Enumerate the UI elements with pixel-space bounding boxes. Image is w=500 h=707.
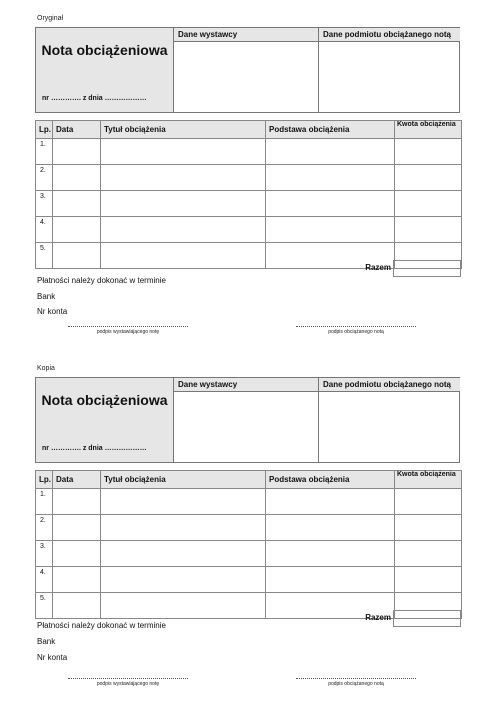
basis-cell[interactable] [266,191,395,217]
row-number: 1. [36,139,53,165]
amount-cell[interactable] [395,489,462,515]
amount-cell[interactable] [395,541,462,567]
issuer-box [174,28,319,112]
title-cell[interactable] [101,567,266,593]
basis-cell[interactable] [266,165,395,191]
row-number: 5. [36,243,53,269]
payment-term: Płatności należy dokonać w terminie [37,621,166,630]
charges-table [35,120,462,269]
header-box [35,377,460,463]
date-cell[interactable] [53,139,101,165]
charges-table [35,470,462,619]
column-lp: Lp. [36,121,53,139]
signature-label: podpis obciążanego notą [328,329,384,335]
total-row [35,260,461,276]
row-number: 2. [36,165,53,191]
date-cell[interactable] [53,515,101,541]
table-row [36,489,462,515]
basis-cell[interactable] [266,489,395,515]
total-field[interactable] [393,260,461,277]
column-lp: Lp. [36,471,53,489]
total-label: Razem [365,263,391,272]
debtor-box [319,378,460,462]
amount-cell[interactable] [395,567,462,593]
table-row [36,515,462,541]
row-number: 4. [36,567,53,593]
total-field[interactable] [393,610,461,627]
header-box [35,27,460,113]
date-cell[interactable] [53,541,101,567]
row-number: 2. [36,515,53,541]
table-row [36,139,462,165]
basis-cell[interactable] [266,139,395,165]
title-cell[interactable] [101,139,266,165]
table-row [36,567,462,593]
title-cell[interactable] [101,191,266,217]
date-cell[interactable] [53,567,101,593]
basis-cell[interactable] [266,541,395,567]
debtor-header: Dane podmiotu obciążanego notą [319,28,460,42]
copy-label: Oryginał [37,15,64,22]
title-cell[interactable] [101,515,266,541]
title-cell[interactable] [101,489,266,515]
basis-cell[interactable] [266,515,395,541]
date-cell[interactable] [53,165,101,191]
column-basis: Podstawa obciążenia [266,471,395,489]
table-row [36,165,462,191]
number-date-line: nr …………. z dnia ……………… [42,445,147,452]
bank-label: Bank [37,637,56,646]
table-header-row [36,121,462,139]
issuer-header: Dane wystawcy [174,378,318,392]
table-row [36,541,462,567]
date-cell[interactable] [53,191,101,217]
basis-cell[interactable] [266,567,395,593]
issuer-signature [68,326,188,335]
amount-cell[interactable] [395,139,462,165]
issuer-box [174,378,319,462]
signature-line [296,678,416,679]
table-row [36,217,462,243]
account-label: Nr konta [37,653,68,662]
signature-line [296,326,416,327]
account-label: Nr konta [37,307,68,316]
bank-label: Bank [37,292,56,301]
column-title: Tytuł obciążenia [101,471,266,489]
title-cell [36,28,174,112]
title-cell[interactable] [101,217,266,243]
amount-cell[interactable] [395,165,462,191]
total-label: Razem [365,613,391,622]
column-title: Tytuł obciążenia [101,121,266,139]
debit-note-original [0,0,500,350]
signature-label: podpis wystawiającego notę [96,329,160,335]
copy-label: Kopia [37,365,55,372]
column-amount: Kwota obciążenia [395,471,462,489]
row-number: 3. [36,191,53,217]
title-cell[interactable] [101,165,266,191]
row-number: 1. [36,489,53,515]
column-date: Data [53,471,101,489]
column-date: Data [53,121,101,139]
debtor-signature [296,326,416,335]
signature-line [68,678,188,679]
row-number: 5. [36,593,53,619]
amount-cell[interactable] [395,217,462,243]
payment-term: Płatności należy dokonać w terminie [37,276,166,285]
table-header-row [36,471,462,489]
row-number: 3. [36,541,53,567]
basis-cell[interactable] [266,217,395,243]
date-cell[interactable] [53,217,101,243]
title-cell[interactable] [101,541,266,567]
document-title: Nota obciążeniowa [41,42,168,58]
debit-note-copy [0,350,500,700]
issuer-signature [68,678,188,687]
amount-cell[interactable] [395,191,462,217]
issuer-header: Dane wystawcy [174,28,318,42]
date-cell[interactable] [53,489,101,515]
debtor-box [319,28,460,112]
amount-cell[interactable] [395,515,462,541]
number-date-line: nr …………. z dnia ……………… [42,95,147,102]
column-amount: Kwota obciążenia [395,121,462,139]
document-title: Nota obciążeniowa [41,392,168,408]
signature-label: podpis obciążanego notą [328,681,384,687]
debtor-signature [296,678,416,687]
debtor-header: Dane podmiotu obciążanego notą [319,378,460,392]
column-basis: Podstawa obciążenia [266,121,395,139]
signature-label: podpis wystawiającego notę [96,681,160,687]
title-cell [36,378,174,462]
signature-line [68,326,188,327]
table-row [36,191,462,217]
row-number: 4. [36,217,53,243]
